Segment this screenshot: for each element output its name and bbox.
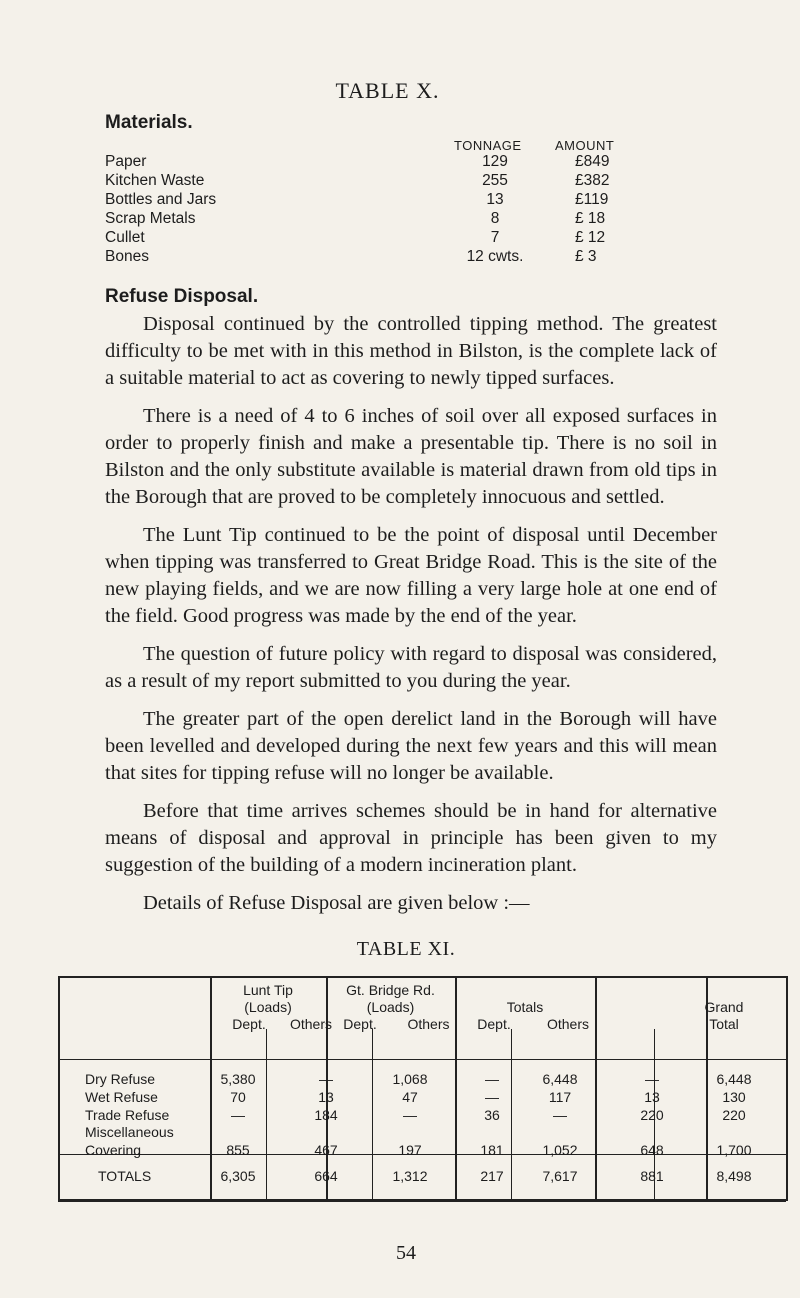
row-label: Wet Refuse (85, 1089, 158, 1105)
table-cell: — (485, 1089, 499, 1105)
material-name: Paper (105, 153, 147, 170)
table-cell: 1,700 (716, 1142, 752, 1158)
table-rule (58, 1199, 786, 1202)
tonnage-value: 8 (490, 210, 500, 227)
table-cell: 117 (548, 1089, 572, 1105)
page-number: 54 (396, 1242, 416, 1264)
total-cell: 881 (640, 1168, 664, 1184)
tonnage-value: 7 (490, 229, 500, 246)
loads-label: (Loads) (244, 999, 292, 1015)
material-name: Scrap Metals (105, 210, 196, 227)
amount-value: £ 12 (575, 229, 606, 246)
tonnage-value: 13 (486, 191, 504, 208)
total-cell: 1,312 (392, 1168, 428, 1184)
material-name: Cullet (105, 229, 145, 246)
table-cell: 1,068 (392, 1071, 428, 1087)
totals-label: TOTALS (98, 1168, 152, 1184)
tonnage-value: 255 (482, 172, 508, 189)
table-cell: 220 (640, 1107, 664, 1123)
table-rule (58, 1059, 786, 1060)
table-cell: — (645, 1071, 659, 1087)
tonnage-header: TONNAGE (454, 138, 522, 153)
table-row (105, 210, 635, 229)
total-cell: 8,498 (716, 1168, 752, 1184)
material-name: Bones (105, 248, 149, 265)
table-cell: 197 (398, 1142, 422, 1158)
table-cell: — (485, 1071, 499, 1087)
others-subheader: Others (289, 1016, 332, 1032)
paragraph: There is a need of 4 to 6 inches of soil over all exposed surfaces in order to properly finish and make a presentable tip. There is no soil in Bilston and the only substitute available is material drawn from old tips in the Borough that are proved to be completely innocuous and settled. (105, 405, 717, 508)
table-cell: — (231, 1107, 245, 1123)
total-cell: 7,617 (542, 1168, 578, 1184)
total-cell: 664 (314, 1168, 338, 1184)
total-header: Total (709, 1016, 739, 1032)
row-label: Covering (85, 1142, 142, 1158)
material-name: Bottles and Jars (105, 191, 217, 208)
amount-value: £382 (575, 172, 610, 189)
row-label: Miscellaneous (85, 1124, 174, 1140)
refuse-disposal-heading: Refuse Disposal. (105, 286, 259, 307)
dept-subheader: Dept. (343, 1016, 377, 1032)
others-subheader: Others (546, 1016, 589, 1032)
lunt-tip-header: Lunt Tip (243, 982, 293, 998)
total-cell: 217 (480, 1168, 504, 1184)
row-label: Dry Refuse (85, 1071, 156, 1087)
table-cell: 6,448 (716, 1071, 752, 1087)
table-cell: 1,052 (542, 1142, 578, 1158)
table-cell: — (319, 1071, 333, 1087)
table-cell: 855 (226, 1142, 250, 1158)
table-cell: 130 (722, 1089, 746, 1105)
amount-value: £119 (575, 191, 609, 208)
paragraph: Disposal continued by the controlled tipping method. The greatest difficulty to be met with in this method in Bilston, is the complete lack of a suitable material to act as covering to newly tipped surfaces. (105, 313, 717, 389)
paragraph: The question of future policy with regard to disposal was considered, as a result of my report submitted to you during the year. (105, 643, 717, 692)
table-row (105, 248, 635, 267)
table-cell: 6,448 (542, 1071, 578, 1087)
amount-value: £ 3 (575, 248, 597, 265)
table-rule (786, 976, 788, 1201)
tonnage-value: 12 cwts. (466, 248, 524, 265)
table-cell: 5,380 (220, 1071, 256, 1087)
refuse-body-text (105, 311, 717, 917)
table-cell: 184 (314, 1107, 338, 1123)
paragraph: The greater part of the open derelict land in the Borough will have been levelled and developed during the next few years and this will mean that sites for tipping refuse will no longer be available. (105, 708, 717, 784)
paragraph: Details of Refuse Disposal are given below :— (143, 892, 530, 914)
loads-label: (Loads) (366, 999, 415, 1015)
paragraph: The Lunt Tip continued to be the point of disposal until December when tipping was transferred to Great Bridge Road. This is the site of the new playing fields, and we are now filling a very large hole at one end of the field. Good progress was made by the end of the year. (105, 524, 717, 627)
table-x-title: TABLE X. (335, 78, 440, 103)
table-row (105, 153, 635, 172)
table-cell: 648 (640, 1142, 664, 1158)
table-cell: 181 (480, 1142, 504, 1158)
table-cell: 47 (402, 1089, 418, 1105)
table-cell: 70 (230, 1089, 246, 1105)
table-cell: — (553, 1107, 567, 1123)
table-cell: 36 (484, 1107, 500, 1123)
others-subheader: Others (407, 1016, 450, 1032)
table-rule (58, 976, 60, 1201)
table-cell: 467 (314, 1142, 338, 1158)
amount-header: AMOUNT (555, 138, 615, 153)
amount-value: £ 18 (575, 210, 606, 227)
dept-subheader: Dept. (232, 1016, 266, 1032)
table-cell: 13 (318, 1089, 334, 1105)
tonnage-value: 129 (482, 153, 508, 170)
grand-header: Grand (704, 999, 744, 1015)
table-cell: — (403, 1107, 417, 1123)
table-row (105, 172, 635, 191)
table-cell: 13 (644, 1089, 660, 1105)
table-xi-title: TABLE XI. (356, 938, 456, 960)
amount-value: £849 (575, 153, 610, 170)
totals-header: Totals (506, 999, 544, 1015)
gt-bridge-header: Gt. Bridge Rd. (346, 982, 435, 998)
materials-heading: Materials. (105, 112, 193, 133)
table-cell: 220 (722, 1107, 746, 1123)
total-cell: 6,305 (220, 1168, 256, 1184)
material-name: Kitchen Waste (105, 172, 205, 189)
table-rule (58, 976, 786, 978)
paragraph: Before that time arrives schemes should be in hand for alternative means of disposal and approval in principle has been given to my suggestion of the building of a modern incineration plant. (105, 800, 717, 876)
dept-subheader: Dept. (477, 1016, 511, 1032)
table-row (105, 191, 635, 210)
row-label: Trade Refuse (85, 1107, 170, 1123)
table-row (105, 229, 635, 248)
